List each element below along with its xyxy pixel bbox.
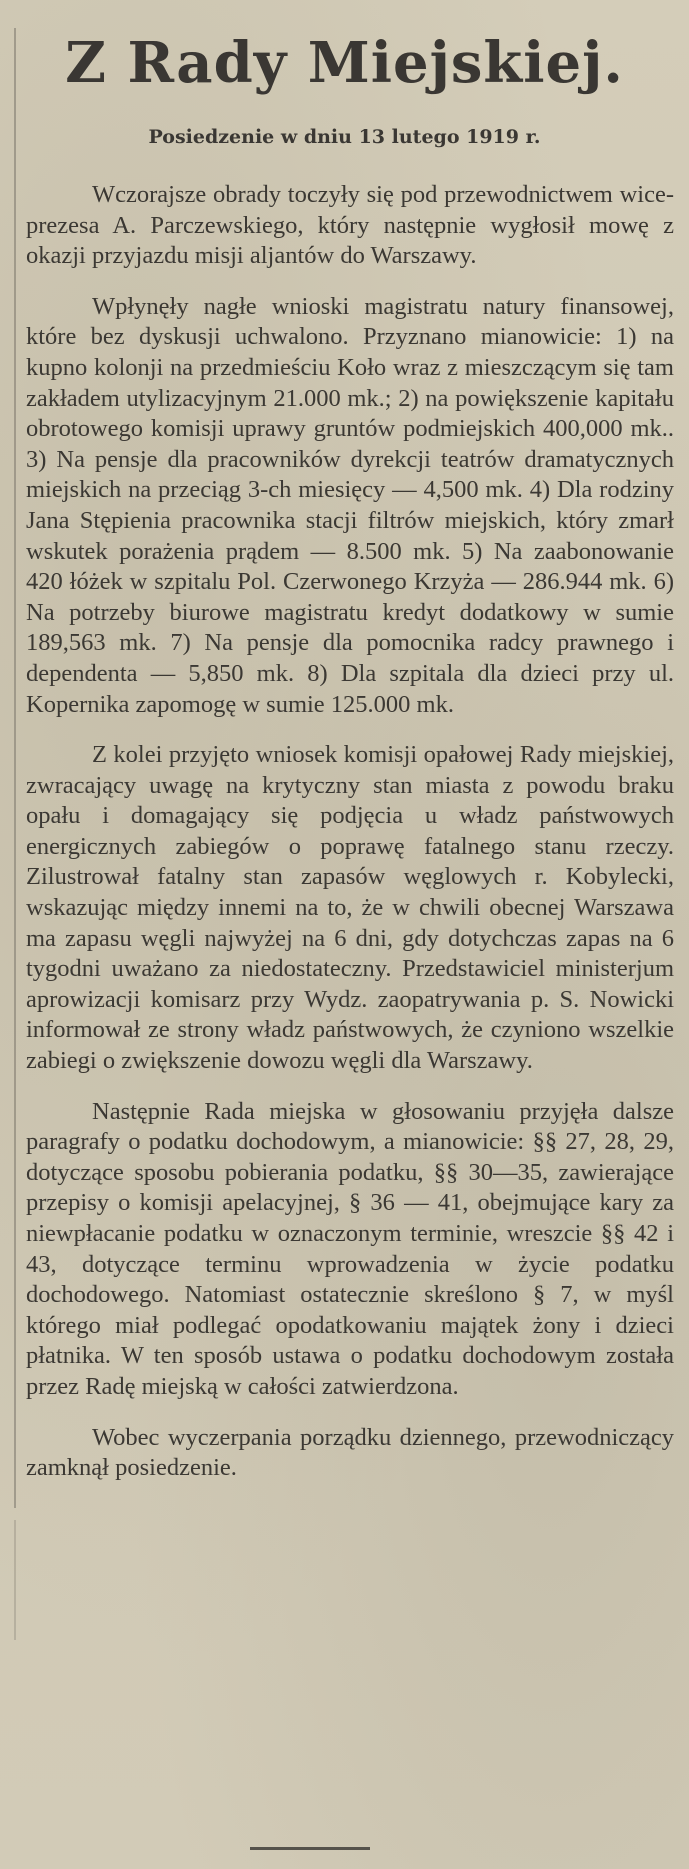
article-paragraph-1: Wczorajsze obrady toczyły się pod przewodnictwem wice-prezesa A. Parczewskiego, który następnie wygłosił mowę z okazji przyjazdu misji aljantów do Warszawy. bbox=[26, 181, 674, 270]
article-paragraph-5: Wobec wyczerpania porządku dziennego, przewodniczący zamknął posiedzenie. bbox=[26, 1423, 674, 1482]
article-body bbox=[26, 180, 674, 1504]
column-divider bbox=[14, 28, 16, 1508]
article-paragraph-2: Wpłynęły nagłe wnioski magistratu natury finansowej, które bez dyskusji uchwalono. Przyznano mianowicie: 1) na kupno kolonji na przedmieściu Koło wraz z mieszczącym się tam zakładem utylizacyjnym 21.000 mk.; 2) na powiększenie kapitału obrotowego komisji uprawy gruntów podmiejskich 400,000 mk.. 3) Na pensje dla pracowników dyrekcji teatrów dramatycznych miejskich na przeciąg 3-ch miesięcy — 4,500 mk. 4) Dla rodziny Jana Stępienia pracownika stacji filtrów miejskich, który zmarł wskutek porażenia prądem — 8.500 mk. 5) Na zaabonowanie 420 łóżek w szpitalu Pol. Czerwonego Krzyża — 286.944 mk. 6) Na potrzeby biurowe magistratu kredyt dodatkowy w sumie 189,563 mk. 7) Na pensje dla pomocnika radcy prawnego i dependenta — 5,850 mk. 8) Dla szpitala dla dzieci przy ul. Kopernika zapomogę w sumie 125.000 mk. bbox=[26, 292, 674, 718]
article-paragraph-4: Następnie Rada miejska w głosowaniu przyjęła dalsze paragrafy o podatku dochodowym, a mianowicie: §§ 27, 28, 29, dotyczące sposobu pobierania podatku, §§ 30—35, zawierające przepisy o komisji apelacyjnej, § 36 — 41, obejmujące kary za niewpłacanie podatku w oznaczonym terminie, wreszcie §§ 42 i 43, dotyczące terminu wprowadzenia w życie podatku dochodowego. Natomiast ostatecznie skreślono § 7, w myśl którego miał podlegać opodatkowaniu majątek żony i dzieci płatnika. W ten sposób ustawa o podatku dochodowym została przez Radę miejską w całości zatwierdzona. bbox=[26, 1097, 674, 1400]
article-headline: Z Rady Miejskiej. bbox=[65, 30, 624, 96]
column-divider-lower bbox=[14, 1520, 16, 1640]
closing-rule bbox=[250, 1847, 370, 1850]
article-subheading: Posiedzenie w dniu 13 lutego 1919 r. bbox=[148, 126, 541, 148]
article-paragraph-3: Z kolei przyjęto wniosek komisji opałowej Rady miejskiej, zwracający uwagę na krytyczny stan miasta z powodu braku opału i domagający się podjęcia u władz państwowych energicznych zabiegów o poprawę fatalnego stanu rzeczy. Zilustrował fatalny stan zapasów węglowych r. Kobylecki, wskazując między innemi na to, że w chwili obecnej Warszawa ma zapasu węgli najwyżej na 6 dni, gdy dotychczas zapas na 6 tygodni uważano za niedostateczny. Przedstawiciel ministerjum aprowizacji komisarz przy Wydz. zaopatrywania p. S. Nowicki informował ze strony władz państwowych, że czyniono wszelkie zabiegi o zwiększenie dowozu węgli dla Warszawy. bbox=[26, 741, 674, 1075]
